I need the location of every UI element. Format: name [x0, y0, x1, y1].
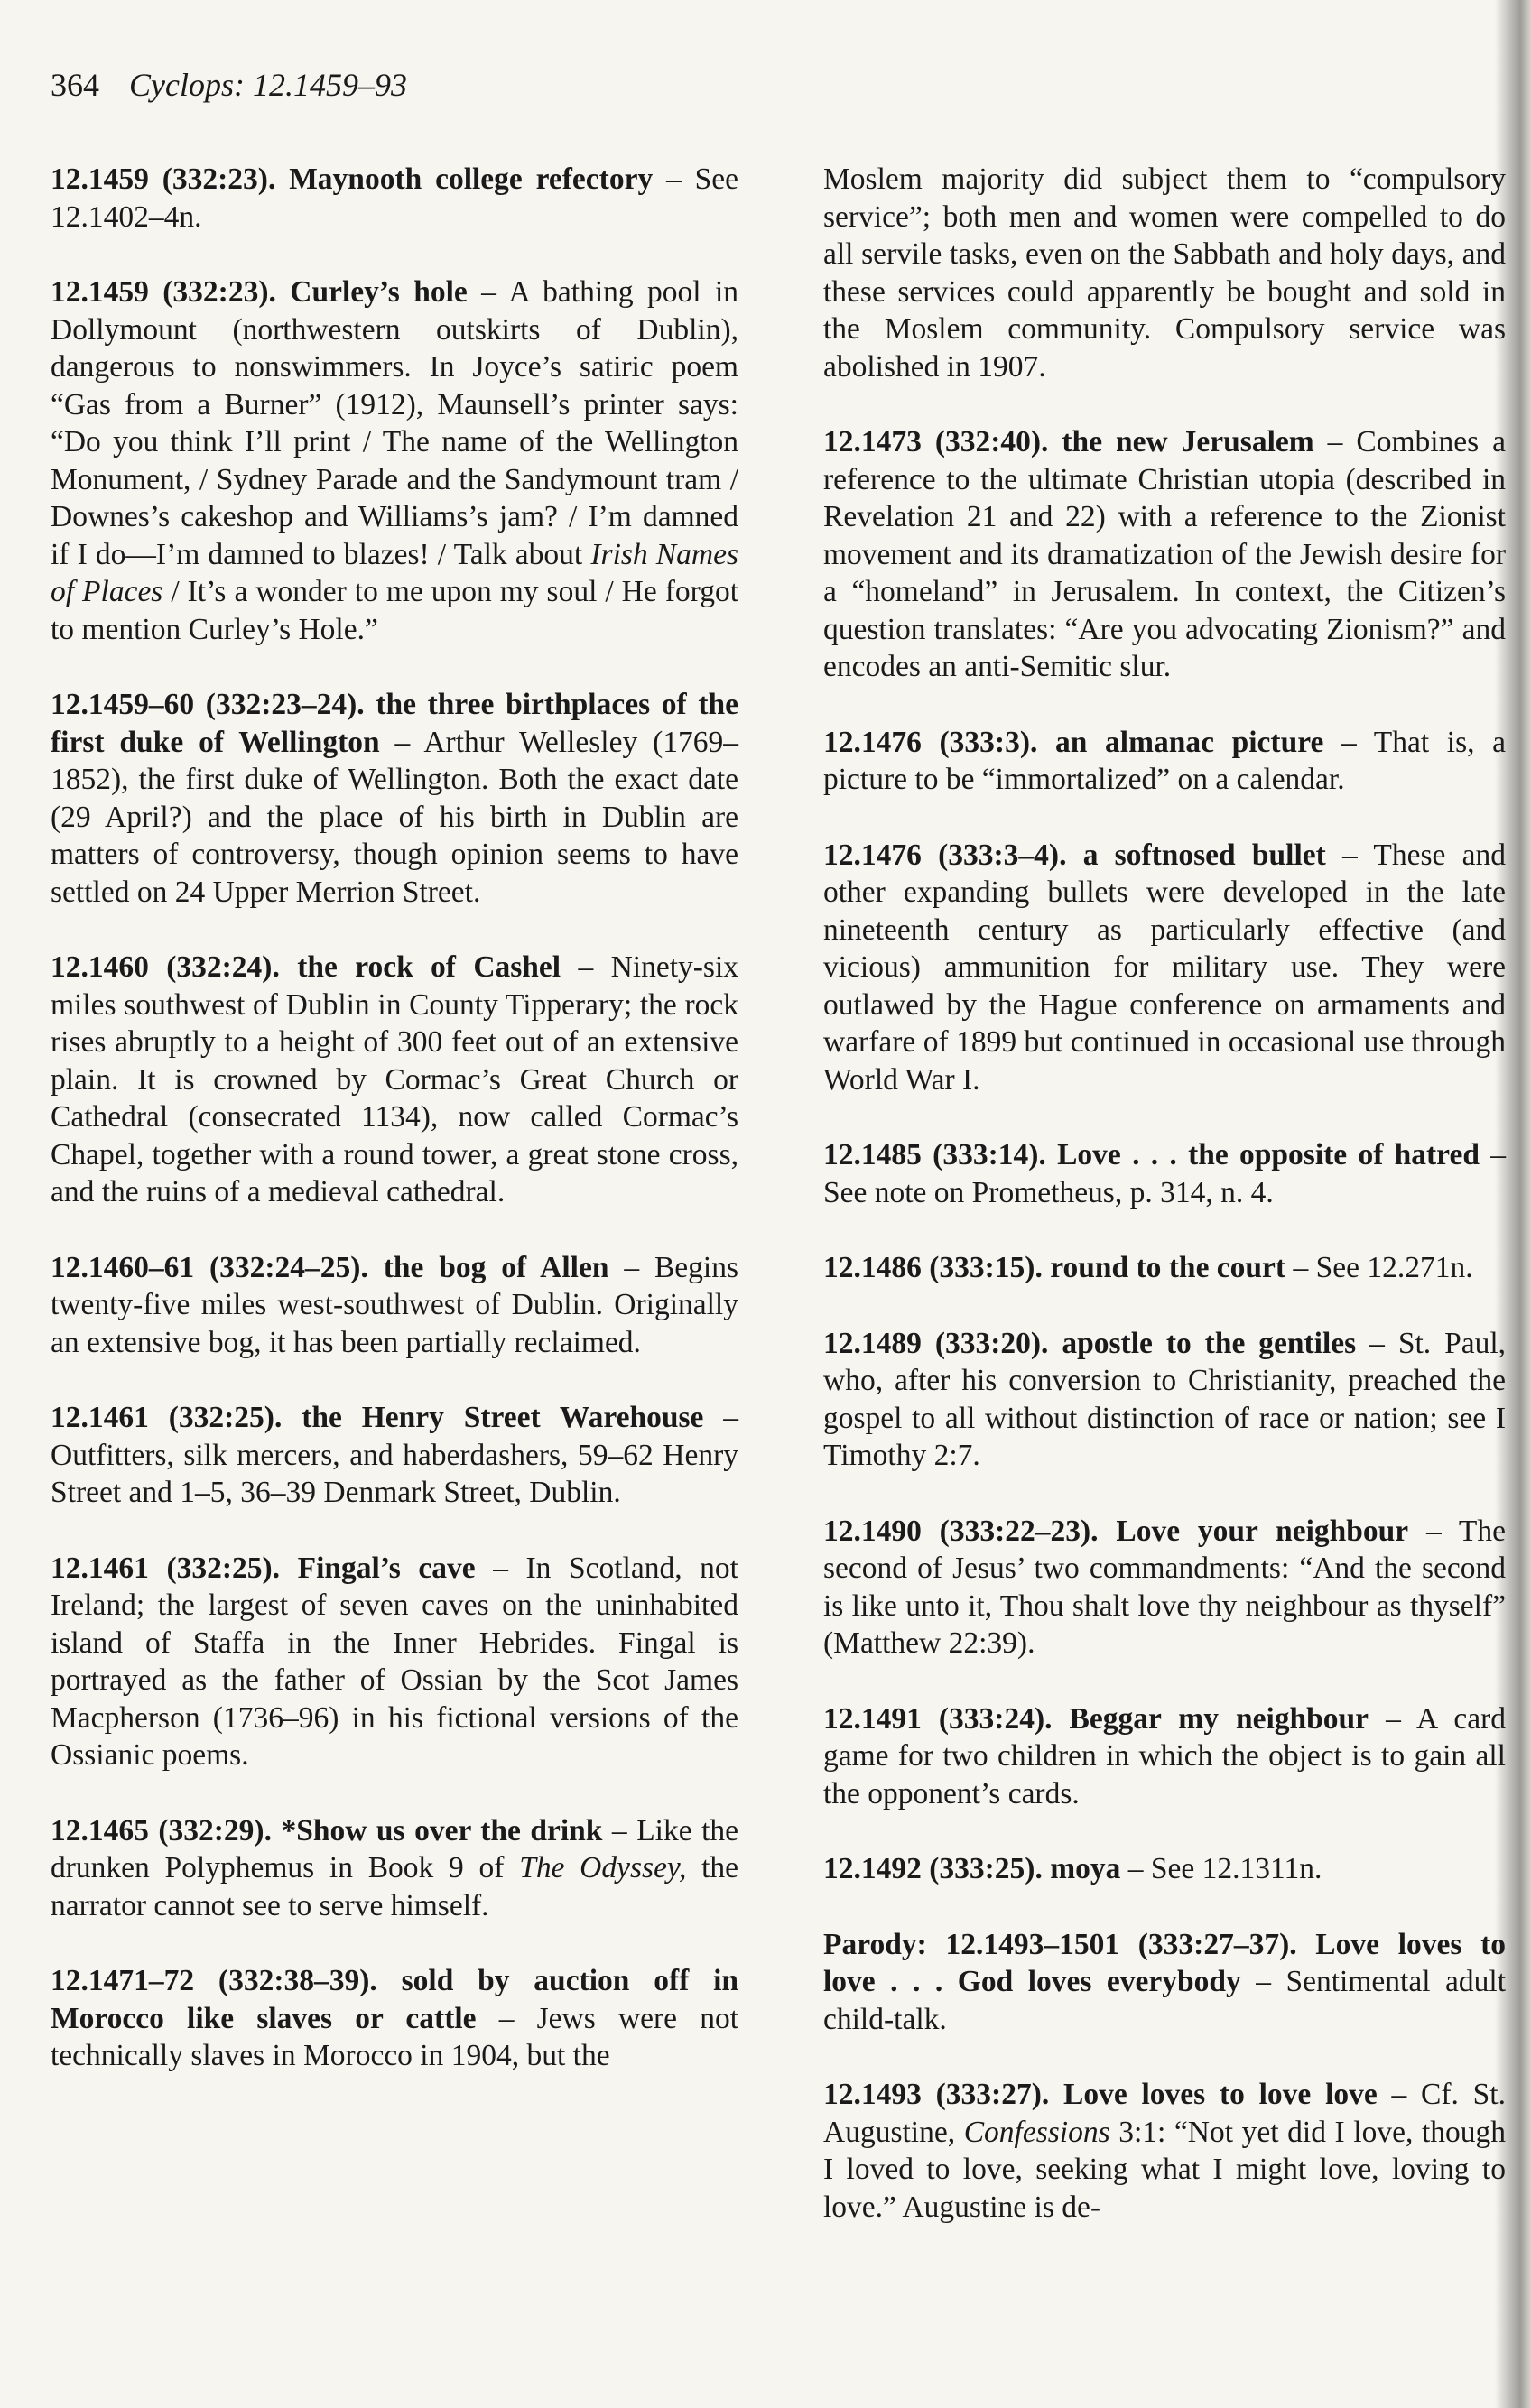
entry-italic-title: Irish Names of Places — [51, 537, 738, 608]
entry-text: See 12.1402–4n. — [51, 162, 739, 234]
entry-text: That is, a picture to be “immortalized” on a calendar. — [823, 725, 1507, 796]
entry-text: See note on Prometheus, p. 314, n. 4. — [823, 1175, 1274, 1209]
entry-lemma: Love . . . the opposite of hatred — [1057, 1138, 1480, 1172]
entry-lemma: sold by auction off in Morocco like slaves or cattle — [51, 1964, 739, 2035]
annotation-entry: 12.1493 (333:27). Love loves to love love – Cf. St. Augustine, Confessions 3:1: “Not yet did I love, though I loved to love, seeking what I might love, loving to love.” Augustine is de- — [823, 2078, 1507, 2224]
annotation-entry: 12.1459 (332:23). Maynooth college refectory – See 12.1402–4n. — [51, 162, 739, 234]
entry-lemma: an almanac picture — [1055, 725, 1324, 759]
entry-lemma: Love loves to love . . . God loves everybody — [823, 1927, 1506, 1998]
entry-lemma: a softnosed bullet — [1082, 838, 1326, 872]
entry-reference: 12.1471–72 (332:38–39). — [51, 1964, 377, 1997]
entry-reference: 12.1459 (332:23). — [51, 275, 276, 309]
entry-text: A card game for two children in which the object is to gain all the opponent’s cards. — [823, 1701, 1507, 1811]
entry-reference: 12.1460 (332:24). — [51, 950, 280, 984]
entry-text: A bathing pool in Dollymount (northwestern outskirts of Dublin), dangerous to nonswimmers. In Joyce’s satiric poem “Gas from a Burner” (1912), Maunsell’s printer says: “Do you think I’ll print / The name of the Wellington Monument, / Sydney Parade and the Sandymount tram / Downes’s cakeshop and Williams’s jam? / I’m damned if I do—I’m damned to blazes! / Talk about — [51, 275, 739, 571]
entry-reference: 12.1461 (332:25). — [51, 1401, 283, 1434]
annotation-entry: 12.1490 (333:22–23). Love your neighbour – The second of Jesus’ two commandments: “And the second is like unto it, Thou shalt love thy neighbour as thyself” (Matthew 22:39). — [823, 1514, 1506, 1660]
entry-lemma: moya — [1050, 1852, 1121, 1885]
entry-text: St. Paul, who, after his conversion to Christianity, preached the gospel to all without distinction of race or nation; see I Timothy 2:7. — [823, 1326, 1507, 1472]
entry-reference: 12.1486 (333:15). — [823, 1251, 1043, 1284]
entry-reference: 12.1489 (333:20). — [823, 1326, 1049, 1360]
entry-reference: 12.1491 (333:24). — [823, 1701, 1053, 1736]
entry-reference: 12.1465 (332:29). — [51, 1813, 272, 1848]
entry-lemma: Love your neighbour — [1116, 1514, 1409, 1548]
entry-text: Combines a reference to the ultimate Christian utopia (described in Revelation 21 and 22) with a reference to the Zionist movement and its dramatization of the Jewish desire for a “homeland” in Jerusalem. In context, the Citizen’s question translates: “Are you advocating Zionism?” and encodes an anti-Semitic slur. — [823, 425, 1507, 683]
entry-text: Ninety-six miles southwest of Dublin in County Tipperary; the rock rises abruptly to a height of 300 feet out of an extensive plain. It is crowned by Cormac’s Great Church or Cathedral (consecrated 1134), now called Cormac’s Chapel, together with a round tower, a great stone cross, and the ruins of a medieval cathedral. — [51, 950, 739, 1209]
annotation-entry-parody: Parody: 12.1493–1501 (333:27–37). Love loves to love . . . God loves everybody – Sentimental adult child-talk. — [823, 1927, 1506, 2036]
entry-reference: 12.1476 (333:3). — [823, 725, 1038, 759]
running-title: Cyclops: 12.1459–93 — [129, 67, 407, 103]
entry-lemma: Beggar my neighbour — [1069, 1701, 1369, 1736]
entry-italic-title: The Odyssey, — [519, 1851, 687, 1885]
annotation-entry: 12.1459–60 (332:23–24). the three birthplaces of the first duke of Wellington – Arthur Wellesley (1769–1852), the first duke of Wellington. Both the exact date (29 April?) and the place of his birth in Dublin are matters of controversy, though opinion seems to have settled on 24 Upper Merrion Street. — [51, 688, 739, 909]
left-column — [51, 161, 738, 2113]
entry-lemma: Fingal’s cave — [297, 1551, 476, 1585]
entry-text: See 12.1311n. — [1150, 1852, 1322, 1885]
entry-lemma: Maynooth college refectory — [289, 162, 654, 196]
annotation-entry: 12.1492 (333:25). moya – See 12.1311n. — [823, 1852, 1322, 1885]
annotation-entry: 12.1465 (332:29). *Show us over the drink – Like the drunken Polyphemus in Book 9 of The Odyssey, the narrator cannot see to serve himself. — [51, 1813, 738, 1922]
annotation-entry: 12.1486 (333:15). round to the court – See 12.271n. — [823, 1251, 1473, 1284]
entry-text: These and other expanding bullets were developed in the late nineteenth century as particularly effective (and vicious) ammunition for military use. They were outlawed by the Hague conference on armaments and warfare of 1899 but continued in occasional use through World War I. — [823, 838, 1507, 1097]
annotation-entry: 12.1471–72 (332:38–39). sold by auction off in Morocco like slaves or cattle – Jews were not technically slaves in Morocco in 1904, but the — [51, 1964, 739, 2072]
entry-lemma: Love loves to love love — [1063, 2078, 1378, 2111]
entry-reference: 12.1473 (332:40). — [823, 425, 1049, 458]
entry-reference: Parody: 12.1493–1501 (333:27–37). — [823, 1927, 1297, 1961]
entry-reference: 12.1459 (332:23). — [51, 162, 276, 196]
entry-text: Begins twenty-five miles west-southwest of Dublin. Originally an extensive bog, it has been partially reclaimed. — [51, 1250, 739, 1359]
annotation-entry: 12.1476 (333:3–4). a softnosed bullet – These and other expanding bullets were developed in the late nineteenth century as particularly effective (and vicious) ammunition for military use. They were outlawed by the Hague conference on armaments and warfare of 1899 but continued in occasional use through World War I. — [823, 838, 1507, 1097]
right-column — [823, 161, 1506, 2264]
annotation-entry: 12.1485 (333:14). Love . . . the opposite of hatred – See note on Prometheus, p. 314, n. 4. — [823, 1138, 1506, 1209]
entry-reference: 12.1492 (333:25). — [823, 1852, 1043, 1885]
entry-text: The second of Jesus’ two commandments: “And the second is like unto it, Thou shalt love thy neighbour as thyself” (Matthew 22:39). — [823, 1514, 1506, 1660]
entry-reference: 12.1459–60 (332:23–24). — [51, 688, 365, 721]
entry-reference: 12.1476 (333:3–4). — [823, 838, 1067, 872]
entry-text: Jews were not technically slaves in Morocco in 1904, but the — [51, 2001, 739, 2072]
entry-lemma: the bog of Allen — [383, 1250, 609, 1284]
annotation-entry: 12.1476 (333:3). an almanac picture – That is, a picture to be “immortalized” on a calendar. — [823, 725, 1507, 796]
annotation-entry: 12.1461 (332:25). Fingal’s cave – In Scotland, not Ireland; the largest of seven caves on the uninhabited island of Staffa in the Inner Hebrides. Fingal is portrayed as the father of Ossian by the Scot James Macpherson (1736–96) in his fictional versions of the Ossianic poems. — [51, 1551, 738, 1772]
entry-reference: 12.1461 (332:25). — [51, 1551, 281, 1585]
entry-text: Cf. St. Augustine, — [823, 2078, 1506, 2149]
annotation-entry: 12.1491 (333:24). Beggar my neighbour – A card game for two children in which the object is to gain all the opponent’s cards. — [823, 1701, 1507, 1811]
entry-reference: 12.1485 (333:14). — [823, 1138, 1046, 1172]
entry-lemma: Curley’s hole — [290, 275, 468, 309]
entry-text: Arthur Wellesley (1769–1852), the first duke of Wellington. Both the exact date (29 April?) and the place of his birth in Dublin are matters of controversy, though opinion seems to have settled on 24 Upper Merrion Street. — [51, 725, 738, 909]
annotation-entry: 12.1460–61 (332:24–25). the bog of Allen – Begins twenty-five miles west-southwest of Dublin. Originally an extensive bog, it has been partially reclaimed. — [51, 1250, 739, 1359]
entry-reference: 12.1490 (333:22–23). — [823, 1514, 1099, 1548]
page-number: 364 — [51, 67, 99, 103]
entry-reference: 12.1460–61 (332:24–25). — [51, 1250, 368, 1284]
annotation-entry: 12.1461 (332:25). the Henry Street Warehouse – Outfitters, silk mercers, and haberdashers, 59–62 Henry Street and 1–5, 36–39 Denmark Street, Dublin. — [51, 1401, 738, 1509]
entry-text: Moslem majority did subject them to “compulsory service”; both men and women were compelled to do all servile tasks, even on the Sabbath and holy days, and these services could apparently be bought and sold in the Moslem community. Compulsory service was abolished in 1907. — [823, 162, 1506, 384]
entry-lemma: *Show us over the drink — [281, 1813, 603, 1848]
annotation-entry: 12.1473 (332:40). the new Jerusalem – Combines a reference to the ultimate Christian utopia (described in Revelation 21 and 22) with a reference to the Zionist movement and its dramatization of the Jewish desire for a “homeland” in Jerusalem. In context, the Citizen’s question translates: “Are you advocating Zionism?” and encodes an anti-Semitic slur. — [823, 425, 1507, 683]
entry-italic-title: Confessions — [963, 2115, 1110, 2149]
running-header — [51, 65, 407, 105]
entry-lemma: the new Jerusalem — [1062, 425, 1314, 458]
entry-reference: 12.1493 (333:27). — [823, 2078, 1050, 2111]
annotation-entry: 12.1460 (332:24). the rock of Cashel – Ninety-six miles southwest of Dublin in County Tipperary; the rock rises abruptly to a height of 300 feet out of an extensive plain. It is crowned by Cormac’s Great Church or Cathedral (consecrated 1134), now called Cormac’s Chapel, together with a round tower, a great stone cross, and the ruins of a medieval cathedral. — [51, 950, 739, 1209]
annotation-entry: 12.1459 (332:23). Curley’s hole – A bathing pool in Dollymount (northwestern outskirts of Dublin), dangerous to nonswimmers. In Joyce’s satiric poem “Gas from a Burner” (1912), Maunsell’s printer says: “Do you think I’ll print / The name of the Wellington Monument, / Sydney Parade and the Sandymount tram / Downes’s cakeshop and Williams’s jam? / I’m damned if I do—I’m damned to blazes! / Talk about Irish Names of Places / It’s a wonder to me upon my soul / He forgot to mention Curley’s Hole.” — [51, 275, 739, 646]
entry-lemma: apostle to the gentiles — [1062, 1326, 1357, 1360]
entry-text: Outfitters, silk mercers, and haberdashers, 59–62 Henry Street and 1–5, 36–39 Denmark Street, Dublin. — [51, 1438, 738, 1509]
entry-lemma: the rock of Cashel — [297, 950, 561, 984]
annotation-continuation — [823, 161, 1506, 385]
entry-text: See 12.271n. — [1315, 1251, 1473, 1284]
entry-lemma: round to the court — [1050, 1251, 1286, 1284]
entry-text: In Scotland, not Ireland; the largest of seven caves on the uninhabited island of Staffa in the Inner Hebrides. Fingal is portrayed as the father of Ossian by the Scot James Macpherson (1736–96) in his fictional versions of the Ossianic poems. — [51, 1551, 738, 1772]
annotation-entry: 12.1489 (333:20). apostle to the gentiles – St. Paul, who, after his conversion to Christianity, preached the gospel to all without distinction of race or nation; see I Timothy 2:7. — [823, 1326, 1507, 1472]
entry-lemma: the three birthplaces of the first duke of Wellington — [51, 688, 739, 759]
entry-lemma: the Henry Street Warehouse — [302, 1401, 704, 1434]
entry-text: Like the drunken Polyphemus in Book 9 of — [51, 1813, 738, 1885]
entry-text: Sentimental adult child-talk. — [823, 1965, 1506, 2036]
